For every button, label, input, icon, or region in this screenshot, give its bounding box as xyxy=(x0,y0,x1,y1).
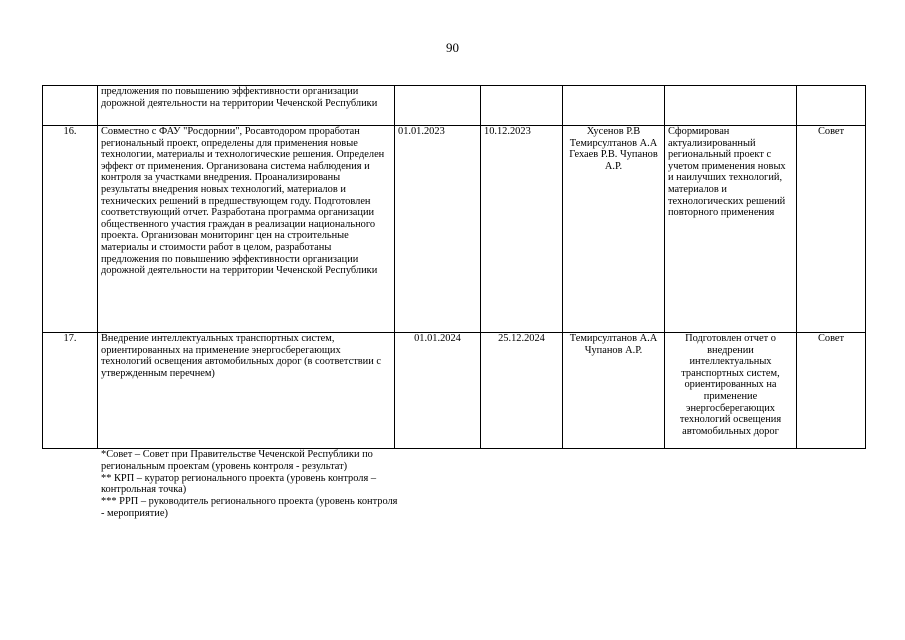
row-result: Подготовлен отчет о внедрении интеллектуальных транспортных систем, ориентированных на применение энергосберегающих технологий освещения автомобильных дорог xyxy=(665,333,797,449)
row-end-date xyxy=(481,86,563,126)
row-start-date: 01.01.2024 xyxy=(395,333,481,449)
footnote-curator: ** КРП – куратор регионального проекта (уровень контроля – контрольная точка) xyxy=(101,472,377,496)
row-number: 17. xyxy=(43,333,98,449)
footnote-council: *Совет – Совет при Правительстве Чеченской Республики по региональным проектам (уровень контроля - результат) xyxy=(101,449,373,472)
row-result: Сформирован актуализированный региональный проект с учетом применения новых и наилучших технологий, материалов и технологических решений повторного применения xyxy=(665,126,797,333)
row-control-level: Совет xyxy=(797,333,866,449)
row-responsible xyxy=(563,86,665,126)
row-end-date: 25.12.2024 xyxy=(481,333,563,449)
row-start-date: 01.01.2023 xyxy=(395,126,481,333)
page-number: 90 xyxy=(446,40,459,55)
table-row xyxy=(43,333,866,449)
plan-table xyxy=(42,85,866,449)
row-description: Совместно с ФАУ "Росдорнии", Росавтодором проработан региональный проект, определены для применения новые технологии, материалы и технологические решения. Определен эффект от применения. Организована система наблюдения и контроля за участками внедрения. Проанализированы результаты внедрения новых технологий, материалов и технических решений в предшествующем году. Подготовлен соответствующий отчет. Разработана программа организации общественного участия граждан в реализации национального проекта. Организован мониторинг цен на строительные материалы и стоимости работ в целом, разработаны предложения по повышению эффективности организации дорожной деятельности на территории Чеченской Республики xyxy=(98,126,395,333)
row-responsible: Темирсултанов А.А Чупанов А.Р. xyxy=(563,333,665,449)
row-description: предложения по повышению эффективности организации дорожной деятельности на территории Чеченской Республики xyxy=(98,86,395,126)
row-number: 16. xyxy=(43,126,98,333)
row-number xyxy=(43,86,98,126)
row-end-date: 10.12.2023 xyxy=(481,126,563,333)
row-description: Внедрение интеллектуальных транспортных систем, ориентированных на применение энергосберегающих технологий освещения автомобильных дорог (в соответствии с утвержденным перечнем) xyxy=(98,333,395,449)
row-control-level xyxy=(797,86,866,126)
row-responsible: Хусенов Р.В Темирсултанов А.А Гехаев Р.В. Чупанов А.Р. xyxy=(563,126,665,333)
row-result xyxy=(665,86,797,126)
footnotes xyxy=(101,449,401,520)
table-row xyxy=(43,126,866,333)
row-start-date xyxy=(395,86,481,126)
row-control-level: Совет xyxy=(797,126,866,333)
table-row xyxy=(43,86,866,126)
footnote-project-head: *** РРП – руководитель регионального проекта (уровень контроля - мероприятие) xyxy=(101,496,398,519)
